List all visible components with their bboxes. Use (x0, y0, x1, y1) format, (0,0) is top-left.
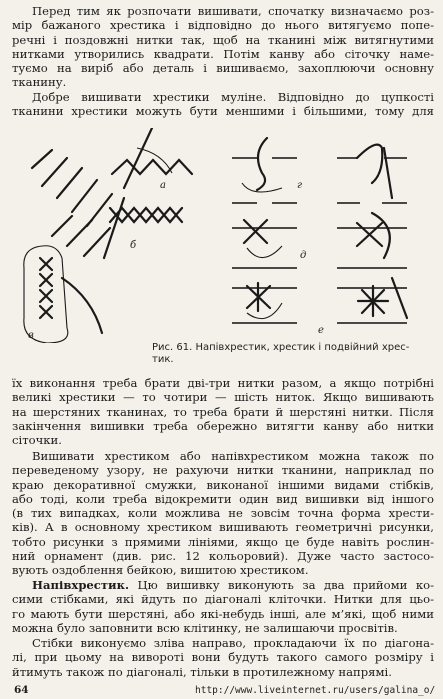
text-line: тобто рисунки з прямими лініями, якщо це буде навіть рослин- (12, 534, 434, 549)
paragraph-threads (12, 376, 434, 447)
paragraph-half-cross (12, 578, 434, 635)
text-line: на шерстяних тканинах, то треба брати й шерстяні нитки. Після (12, 404, 434, 419)
text-line: ний орнамент (див. рис. 12 кольоровий). Дуже часто застосо- (12, 549, 434, 564)
stitch-illustration (12, 128, 434, 343)
caption-line: Рис. 61. Напівхрестик, хрестик і подвійний хрес- (152, 342, 410, 353)
paragraph-intro (12, 4, 434, 90)
stitch-diagram-e (232, 278, 407, 336)
text-line: лі, при цьому на вивороті вони будуть такого самого розміру і (12, 650, 434, 665)
text-line: речні і поздовжні нитки так, щоб на тканині між витягнутими (12, 32, 434, 47)
text-line: нитками утворились квадрати. Потім канву або сіточку наме- (12, 46, 434, 61)
figure-label-d: д (300, 250, 307, 261)
paragraph-direction (12, 636, 434, 679)
figure-label-e: е (318, 325, 324, 336)
text-line: Перед тим як розпочати вишивати, спочатку визначаємо роз- (32, 4, 434, 18)
text-line: Стібки виконуємо зліва направо, прокладаючи їх по діагона- (32, 636, 434, 650)
text-line: йтимуть також по діагоналі, тільки в протилежному напрямі. (12, 664, 392, 679)
page-number: 64 (14, 684, 29, 696)
text-line: або тоді, коли треба відокремити один вид вишивки від іншого (12, 491, 434, 506)
text-line: закінчення вишивки треба обережно витягти канву або нитки (12, 418, 434, 433)
text-line: краю декоративної смужки, виконаної іншими видами стібків, (12, 477, 434, 492)
text-line: тканину. (12, 75, 67, 90)
text-line: вують оздоблення бейкою, вишитою хрестиком. (12, 563, 309, 578)
caption-line: тик. (152, 354, 174, 365)
figure-label-g: г (297, 180, 303, 191)
figure-caption (152, 342, 434, 366)
stitch-diagram-v (24, 246, 102, 343)
figure-61 (12, 128, 434, 373)
text-line: мір бажаного хрестика і відповідно до нього витягуємо попе- (12, 18, 434, 33)
text-line: (в тих випадках, коли можлива не зовсім точна форма хрести- (12, 506, 434, 521)
text-line: го мають бути шерстяні, або які-небудь інші, але м’які, щоб ними (12, 606, 434, 621)
text-line: сими стібками, які йдуть по діагоналі кліточки. Нитки для цьо- (12, 592, 434, 607)
text-line: ків). А в основному хрестиком вишивають геометричні рисунки, (12, 520, 434, 535)
figure-label-b: б (130, 240, 137, 251)
text-line: переведеному узору, не рахуючи нитки тканини, наприклад по (12, 463, 434, 478)
figure-label-a: а (160, 180, 166, 191)
text-line: тканини хрестики можуть бути меншими і більшими, тому для (12, 104, 434, 119)
text-line: Добре вишивати хрестики муліне. Відповідно до цупкості (32, 90, 434, 104)
text-line: великі хрестики — то чотири — шість ниток. Якщо вишивають (12, 390, 434, 405)
text-line: сіточки. (12, 433, 62, 448)
paragraph-cross-stitch (12, 449, 434, 578)
watermark-url[interactable]: http://www.liveinternet.ru/users/galina_o/ (195, 685, 436, 696)
paragraph-mouline (12, 90, 434, 119)
text-run: Цю вишивку виконують за два прийоми ко- (129, 578, 434, 592)
text-line: можна було заповнити всю клітинку, не залишаючи просвітів. (12, 620, 398, 635)
stitch-diagram-b (52, 198, 182, 258)
text-line: Вишивати хрестиком або напівхрестиком можна також по (32, 449, 434, 463)
stitch-diagram-g (232, 138, 407, 203)
text-line: їх виконання треба брати дві-три нитки разом, а якщо потрібні (12, 376, 434, 390)
text-line (12, 578, 434, 592)
figure-label-v: в (28, 330, 34, 341)
text-line: туємо на виріб або деталь і вишиваємо, захоплюючи основну (12, 61, 434, 76)
section-heading: Напівхрестик. (32, 578, 130, 592)
stitch-diagram-d (232, 213, 407, 268)
